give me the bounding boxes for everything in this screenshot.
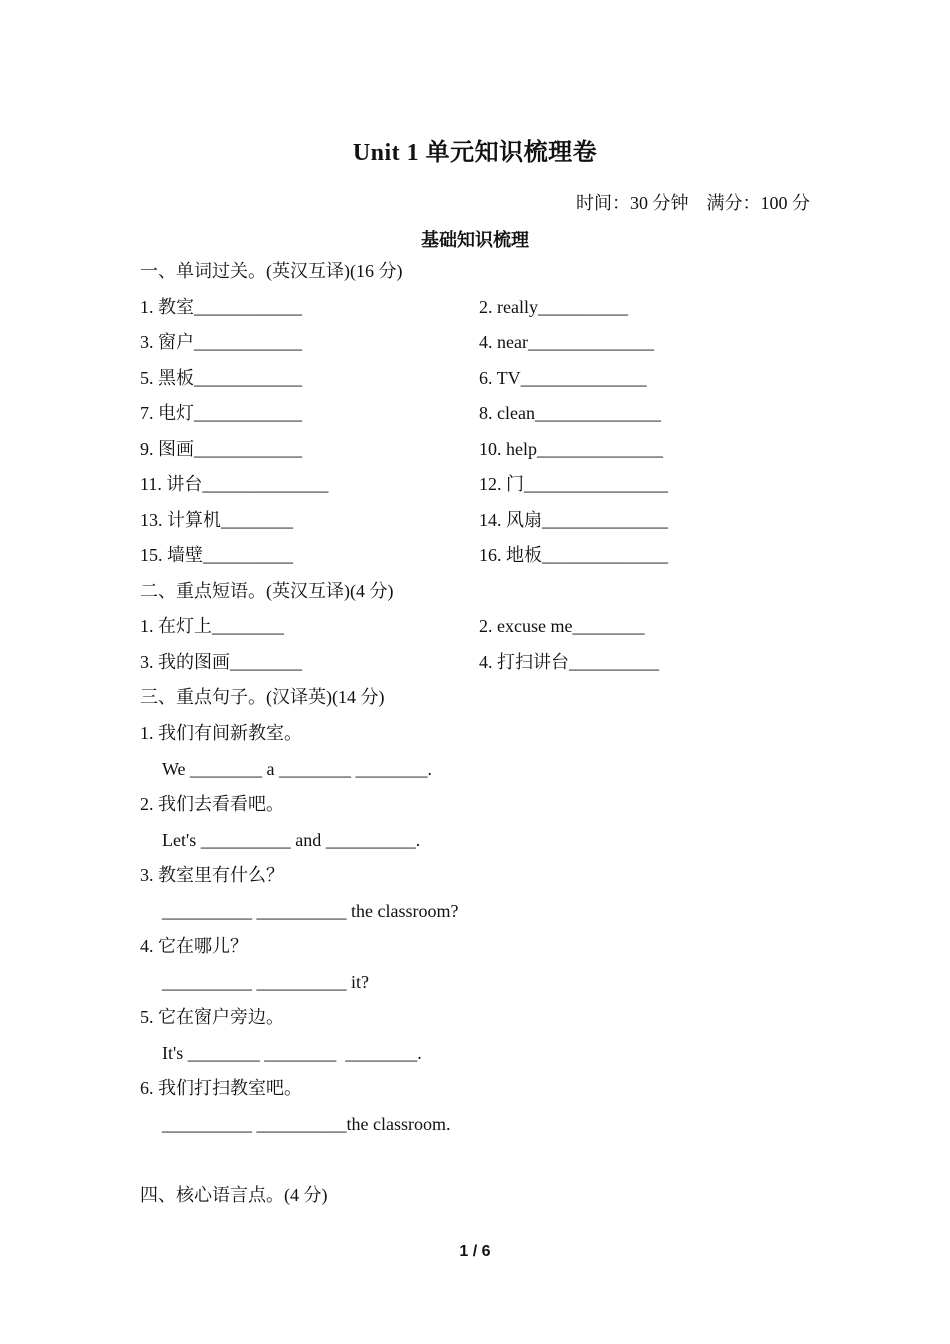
section1-heading: 一、单词过关。(英汉互译)(16 分) [140, 261, 403, 281]
sentence-question: 5. 它在窗户旁边。 [140, 1007, 284, 1027]
sentence-question: 4. 它在哪儿？ [140, 936, 248, 956]
vocab-item: 7. 电灯____________ [140, 403, 302, 423]
sentence-question: 6. 我们打扫教室吧。 [140, 1078, 302, 1098]
sentence-answer: __________ __________the classroom. [162, 1114, 451, 1134]
vocab-item: 5. 黑板____________ [140, 368, 302, 388]
vocab-item: 14. 风扇______________ [479, 510, 668, 530]
exam-meta: 时间：30 分钟 满分：100 分 [576, 193, 810, 213]
vocab-item: 12. 门________________ [479, 474, 668, 494]
sentence-answer: __________ __________ the classroom? [162, 901, 459, 921]
vocab-item: 1. 教室____________ [140, 297, 302, 317]
vocab-item: 16. 地板______________ [479, 545, 668, 565]
sentence-answer: __________ __________ it? [162, 972, 369, 992]
vocab-item: 6. TV______________ [479, 368, 647, 388]
phrase-item: 4. 打扫讲台__________ [479, 652, 659, 672]
vocab-item: 13. 计算机________ [140, 510, 293, 530]
phrase-item: 1. 在灯上________ [140, 616, 284, 636]
page-number: 1 / 6 [459, 1243, 491, 1260]
sentence-answer: We ________ a ________ ________. [162, 759, 433, 779]
section2-heading: 二、重点短语。(英汉互译)(4 分) [140, 581, 394, 601]
vocab-item: 2. really__________ [479, 297, 628, 317]
section-subtitle: 基础知识梳理 [421, 230, 529, 250]
phrase-item: 2. excuse me________ [479, 616, 645, 636]
vocab-item: 15. 墙壁__________ [140, 545, 293, 565]
sentence-question: 2. 我们去看看吧。 [140, 794, 284, 814]
phrase-item: 3. 我的图画________ [140, 652, 302, 672]
vocab-item: 8. clean______________ [479, 403, 661, 423]
section3-heading: 三、重点句子。(汉译英)(14 分) [140, 687, 385, 707]
sentence-answer: Let's __________ and __________. [162, 830, 421, 850]
page-title: Unit 1 单元知识梳理卷 [352, 140, 598, 166]
vocab-item: 11. 讲台______________ [140, 474, 329, 494]
section4-heading: 四、核心语言点。(4 分) [140, 1185, 328, 1205]
sentence-question: 3. 教室里有什么？ [140, 865, 284, 885]
vocab-item: 9. 图画____________ [140, 439, 302, 459]
vocab-item: 4. near______________ [479, 332, 654, 352]
sentence-question: 1. 我们有间新教室。 [140, 723, 302, 743]
vocab-item: 3. 窗户____________ [140, 332, 302, 352]
sentence-answer: It's ________ ________ ________. [162, 1043, 422, 1063]
vocab-item: 10. help______________ [479, 439, 663, 459]
